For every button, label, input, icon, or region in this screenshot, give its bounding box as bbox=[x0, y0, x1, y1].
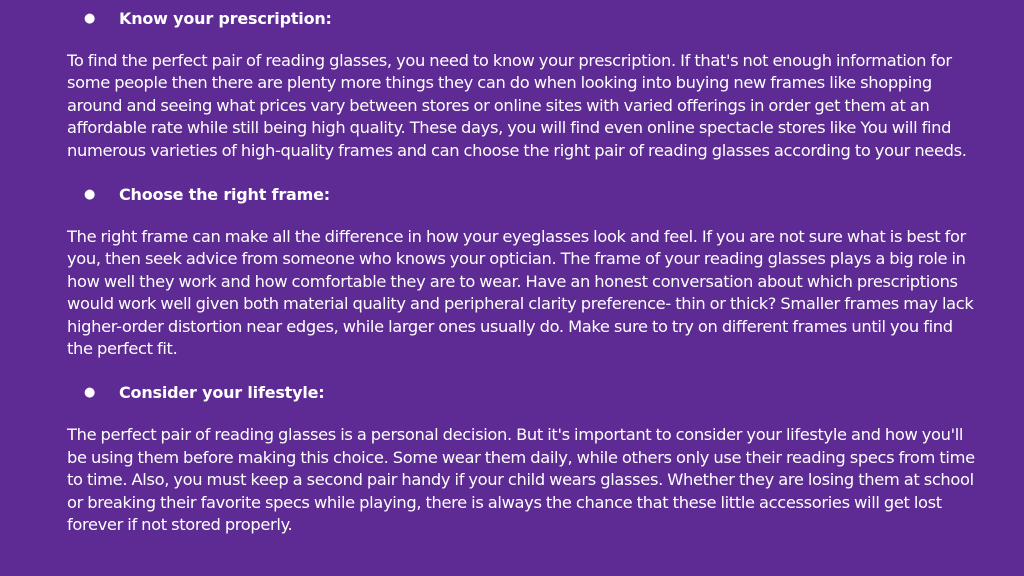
bullet-icon: ● bbox=[84, 186, 96, 202]
bullet-icon: ● bbox=[84, 384, 96, 400]
heading-text: Choose the right frame: bbox=[119, 184, 330, 204]
section-heading bbox=[67, 5, 976, 31]
section-heading bbox=[67, 181, 976, 207]
section-frame bbox=[67, 181, 976, 379]
section-paragraph: To find the perfect pair of reading glasses, you need to know your prescription. If that's not enough information for some people then there are plenty more things they can do when looking into buying new frames like shopping around and seeing what prices vary between stores or online sites with varied offerings in order get them at an affordable rate while still being high quality. These days, you will find even online spectacle stores like You will find numerous varieties of high-quality frames and can choose the right pair of reading glasses according to your needs. bbox=[67, 51, 967, 160]
section-heading bbox=[67, 379, 976, 405]
section-lifestyle bbox=[67, 379, 976, 536]
section-prescription bbox=[67, 5, 976, 181]
heading-text: Consider your lifestyle: bbox=[119, 382, 325, 402]
bullet-icon: ● bbox=[84, 10, 96, 26]
heading-text: Know your prescription: bbox=[119, 8, 332, 28]
section-paragraph: The right frame can make all the difference in how your eyeglasses look and feel. If you are not sure what is best for you, then seek advice from someone who knows your optician. The frame of your reading glasses plays a big role in how well they work and how comfortable they are to wear. Have an honest conversation about which prescriptions would work well given both material quality and peripheral clarity preference- thin or thick? Smaller frames may lack higher-order distortion near edges, while larger ones usually do. Make sure to try on different frames until you find the perfect fit. bbox=[67, 227, 974, 359]
section-paragraph: The perfect pair of reading glasses is a personal decision. But it's important to consider your lifestyle and how you'll be using them before making this choice. Some wear them daily, while others only use their reading specs from time to time. Also, you must keep a second pair handy if your child wears glasses. Whether they are losing them at school or breaking their favorite specs while playing, there is always the chance that these little accessories will get lost forever if not stored properly. bbox=[67, 425, 975, 535]
